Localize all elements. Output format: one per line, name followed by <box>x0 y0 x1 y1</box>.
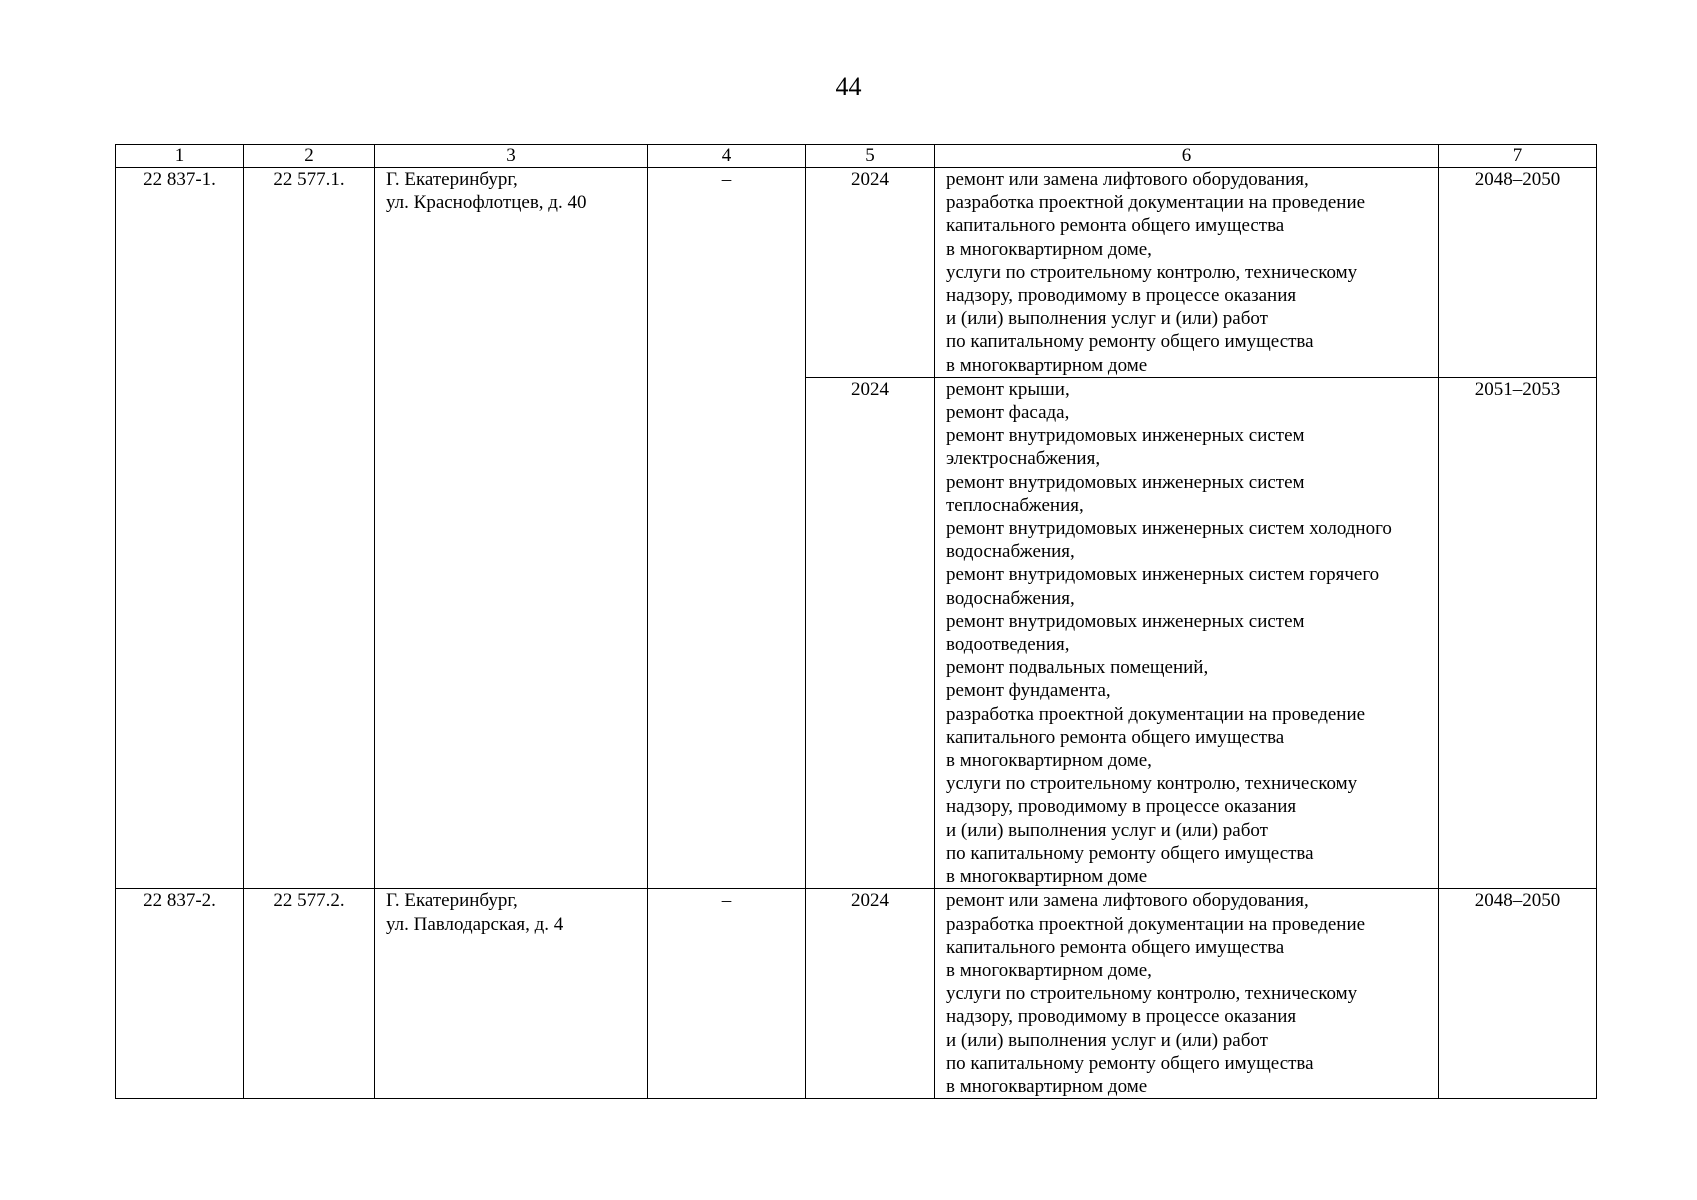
period-cell: 2048–2050 <box>1439 168 1597 378</box>
column-header: 5 <box>806 145 935 168</box>
row-number-cell: 22 837-2. <box>116 889 244 1099</box>
work-line: ремонт фундамента, <box>946 680 1111 702</box>
work-line: водоснабжения, <box>946 587 1075 609</box>
address-line: Г. Екатеринбург, <box>386 890 518 912</box>
column-header: 6 <box>935 145 1439 168</box>
work-line: в многоквартирном доме <box>946 1075 1148 1097</box>
works-cell <box>935 168 1439 378</box>
row-number-cell: 22 837-1. <box>116 168 244 889</box>
work-line: ремонт внутридомовых инженерных систем горячего <box>946 564 1380 586</box>
work-line: ремонт внутридомовых инженерных систем холодного <box>946 518 1392 540</box>
work-line: по капитальному ремонту общего имущества <box>946 842 1314 864</box>
work-line: в многоквартирном доме <box>946 866 1148 888</box>
work-line: капитального ремонта общего имущества <box>946 936 1285 958</box>
table-row <box>116 889 1597 1099</box>
year-cell: 2024 <box>806 377 935 888</box>
work-line: в многоквартирном доме, <box>946 750 1152 772</box>
work-line: надзору, проводимому в процессе оказания <box>946 796 1297 818</box>
column-header: 7 <box>1439 145 1597 168</box>
works-cell <box>935 889 1439 1099</box>
work-line: водоотведения, <box>946 634 1070 656</box>
work-line: разработка проектной документации на проведение <box>946 913 1366 935</box>
address-cell <box>375 168 648 889</box>
works-cell <box>935 377 1439 888</box>
year-cell: 2024 <box>806 889 935 1099</box>
work-line: надзору, проводимому в процессе оказания <box>946 1006 1297 1028</box>
repair-schedule-table <box>115 144 1597 1099</box>
work-line: разработка проектной документации на проведение <box>946 192 1366 214</box>
work-line: услуги по строительному контролю, техническому <box>946 261 1358 283</box>
work-line: по капитальному ремонту общего имущества <box>946 331 1314 353</box>
period-cell: 2048–2050 <box>1439 889 1597 1099</box>
work-line: электроснабжения, <box>946 448 1101 470</box>
row-code-cell: 22 577.1. <box>244 168 375 889</box>
column-number-row <box>116 145 1597 168</box>
work-line: ремонт крыши, <box>946 378 1070 400</box>
work-line: ремонт внутридомовых инженерных систем <box>946 425 1305 447</box>
work-line: ремонт внутридомовых инженерных систем <box>946 610 1305 632</box>
work-line: ремонт или замена лифтового оборудования, <box>946 169 1309 190</box>
year-cell: 2024 <box>806 168 935 378</box>
work-line: и (или) выполнения услуг и (или) работ <box>946 1029 1268 1051</box>
work-line: ремонт внутридомовых инженерных систем <box>946 471 1305 493</box>
work-line: надзору, проводимому в процессе оказания <box>946 285 1297 307</box>
address-line: ул. Павлодарская, д. 4 <box>386 913 564 935</box>
work-line: в многоквартирном доме, <box>946 959 1152 981</box>
column-header: 2 <box>244 145 375 168</box>
table-row <box>116 168 1597 378</box>
work-line: теплоснабжения, <box>946 494 1084 516</box>
column-4-cell: – <box>648 889 806 1099</box>
work-line: в многоквартирном доме, <box>946 238 1152 260</box>
column-header: 4 <box>648 145 806 168</box>
work-line: и (или) выполнения услуг и (или) работ <box>946 308 1268 330</box>
work-line: капитального ремонта общего имущества <box>946 726 1285 748</box>
work-line: услуги по строительному контролю, техническому <box>946 983 1358 1005</box>
work-line: капитального ремонта общего имущества <box>946 215 1285 237</box>
column-header: 1 <box>116 145 244 168</box>
work-line: ремонт подвальных помещений, <box>946 657 1209 679</box>
work-line: ремонт или замена лифтового оборудования, <box>946 890 1309 912</box>
row-code-cell: 22 577.2. <box>244 889 375 1099</box>
work-line: водоснабжения, <box>946 541 1075 563</box>
work-line: в многоквартирном доме <box>946 354 1148 376</box>
address-line: ул. Краснофлотцев, д. 40 <box>386 192 587 214</box>
column-4-cell: – <box>648 168 806 889</box>
address-cell <box>375 889 648 1099</box>
work-line: ремонт фасада, <box>946 402 1070 424</box>
address-line: Г. Екатеринбург, <box>386 169 518 190</box>
work-line: услуги по строительному контролю, техническому <box>946 773 1358 795</box>
period-cell: 2051–2053 <box>1439 377 1597 888</box>
work-line: по капитальному ремонту общего имущества <box>946 1052 1314 1074</box>
work-line: разработка проектной документации на проведение <box>946 703 1366 725</box>
page-number: 44 <box>835 72 862 101</box>
work-line: и (или) выполнения услуг и (или) работ <box>946 819 1268 841</box>
column-header: 3 <box>375 145 648 168</box>
